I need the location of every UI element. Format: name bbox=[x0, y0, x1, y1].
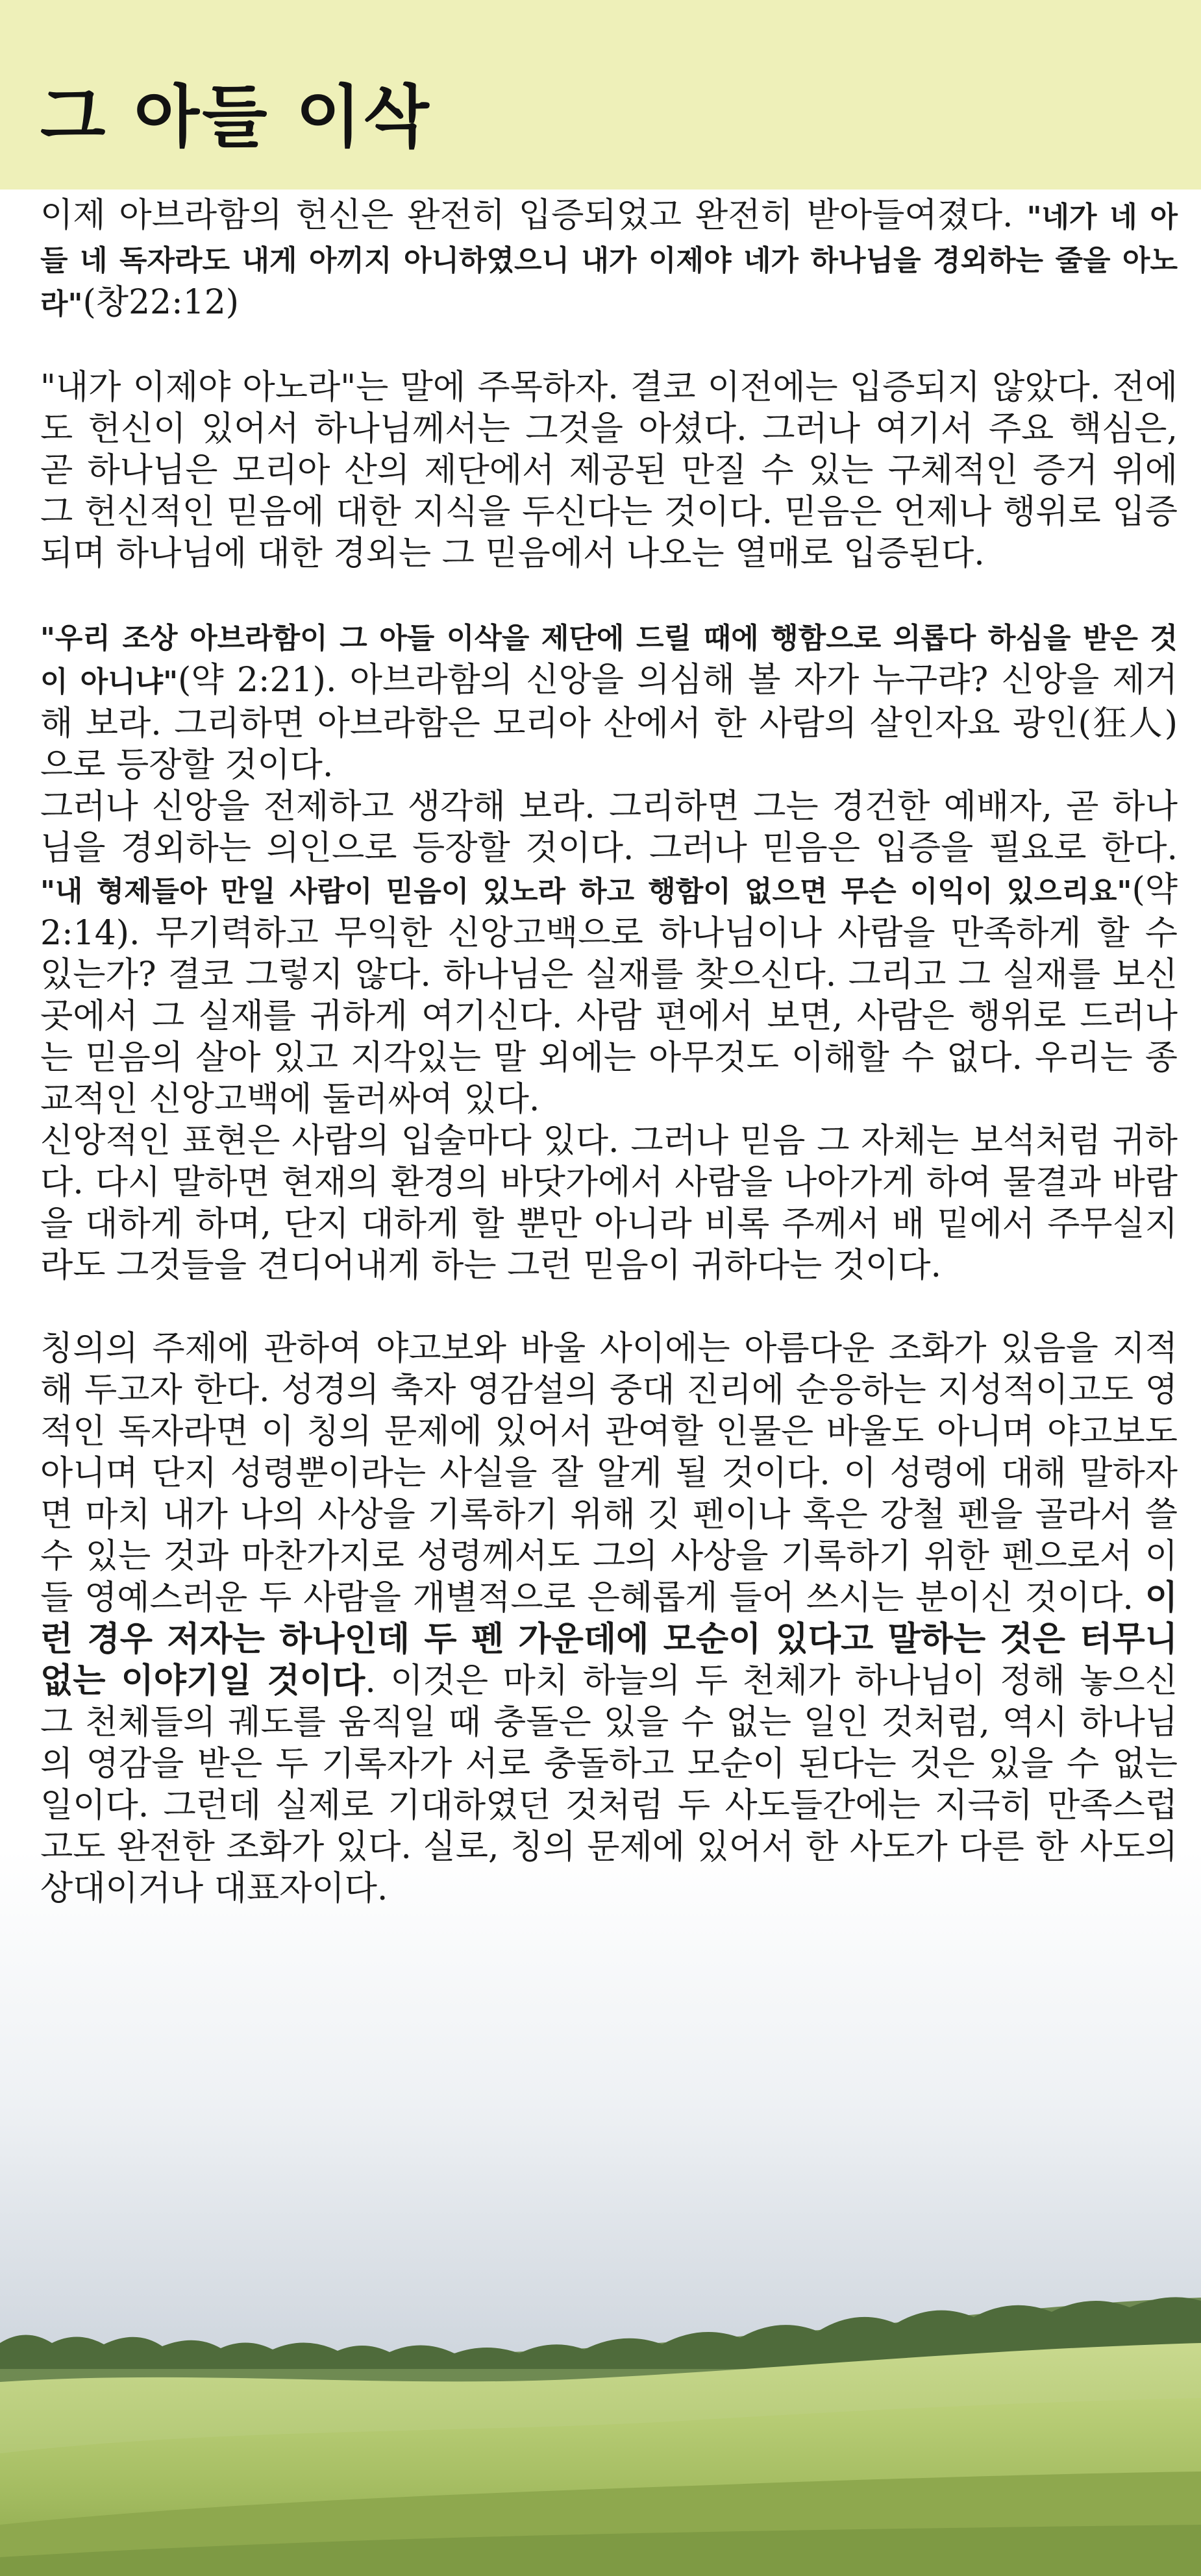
paragraph bbox=[40, 367, 1178, 574]
article-body bbox=[40, 195, 1178, 1909]
text-segment: . 이것은 마치 하늘의 두 천체가 하나님이 정해 놓으신 그 천체들의 궤도를 움직일 때 충돌은 있을 수 없는 일인 것처럼, 역시 하나님의 영감을 받은 두 기록자가 서로 충돌하고 모순이 된다는 것은 있을 수 없는 일이다. 그런데 실제로 기대하였던 것처럼 두 사도들간에는 지극히 만족스럽고도 완전한 조화가 있다. 실로, 칭의 문제에 있어서 한 사도가 다른 한 사도의 상대이거나 대표자이다. bbox=[40, 1662, 1178, 1908]
page-title: 그 아들 이삭 bbox=[40, 77, 432, 156]
paragraph bbox=[40, 786, 1178, 1120]
paragraph bbox=[40, 616, 1178, 786]
paragraph bbox=[40, 1120, 1178, 1286]
scripture-quote: "네가 네 아들 네 독자라도 내게 아끼지 아니하였으니 내가 이제야 네가 하나님을 경외하는 줄을 아노라" bbox=[40, 201, 1178, 321]
scripture-reference: (창22:12) bbox=[82, 283, 240, 322]
text-segment: (약 2:21). 아브라함의 신앙을 의심해 볼 자가 누구랴? 신앙을 제거해 보라. 그리하면 아브라함은 모리아 산에서 한 사람의 살인자요 광인(狂人)으로 등장할 것이다. bbox=[40, 661, 1178, 785]
scripture-quote: "우리 조상 아브라함이 그 아들 이삭을 제단에 드릴 때에 행함으로 의롭다 하심을 받은 것이 아니냐" bbox=[40, 622, 1178, 698]
text-segment: 칭의의 주제에 관하여 야고보와 바울 사이에는 아름다운 조화가 있음을 지적해 두고자 한다. 성경의 축자 영감설의 중대 진리에 순응하는 지성적이고도 영적인 독자라면 이 칭의 문제에 있어서 관여할 인물은 바울도 아니며 야고보도 아니며 단지 성령뿐이라는 사실을 잘 알게 될 것이다. 이 성령에 대해 말하자면 마치 내가 나의 사상을 기록하기 위해 깃 펜이나 혹은 강철 펜을 골라서 쓸 수 있는 것과 마찬가지로 성령께서도 그의 사상을 기록하기 위한 펜으로서 이들 영예스러운 두 사람을 개별적으로 은혜롭게 들어 쓰시는 분이신 것이다. bbox=[40, 1329, 1178, 1617]
emphasized-text: 이런 경우 저자는 하나인데 두 펜 가운데에 모순이 있다고 말하는 것은 터무니없는 이야기일 것이다 bbox=[40, 1578, 1178, 1700]
paragraph bbox=[40, 195, 1178, 325]
text-segment: "내가 이제야 아노라"는 말에 주목하자. 결코 이전에는 입증되지 않았다. 전에도 헌신이 있어서 하나님께서는 그것을 아셨다. 그러나 여기서 주요 핵심은, 곧 하나님은 모리아 산의 제단에서 제공된 만질 수 있는 구체적인 증거 위에 그 헌신적인 믿음에 대한 지식을 두신다는 것이다. 믿음은 언제나 행위로 입증되며 하나님에 대한 경외는 그 믿음에서 나오는 열매로 입증된다. bbox=[40, 368, 1178, 573]
text-segment: 신앙적인 표현은 사람의 입술마다 있다. 그러나 믿음 그 자체는 보석처럼 귀하다. 다시 말하면 현재의 환경의 바닷가에서 사람을 나아가게 하여 물결과 바람을 대하게 하며, 단지 대하게 할 뿐만 아니라 비록 주께서 배 밑에서 주무실지라도 그것들을 견디어내게 하는 그런 믿음이 귀하다는 것이다. bbox=[40, 1122, 1178, 1285]
landscape-background bbox=[0, 1850, 1201, 2576]
paragraph bbox=[40, 1328, 1178, 1909]
scripture-quote: "내 형제들아 만일 사람이 믿음이 있노라 하고 행함이 없으면 무슨 이익이 있으리요" bbox=[40, 875, 1132, 908]
text-segment: (약 2:14). 무기력하고 무익한 신앙고백으로 하나님이나 사람을 만족하게 할 수 있는가? 결코 그렇지 않다. 하나님은 실재를 찾으신다. 그리고 그 실재를 보신 곳에서 그 실재를 귀하게 여기신다. 사람 편에서 보면, 사람은 행위로 드러나는 믿음의 살아 있고 지각있는 말 외에는 아무것도 이해할 수 없다. 우리는 종교적인 신앙고백에 둘러싸여 있다. bbox=[40, 870, 1178, 1119]
text-segment: 그러나 신앙을 전제하고 생각해 보라. 그리하면 그는 경건한 예배자, 곧 하나님을 경외하는 의인으로 등장할 것이다. 그러나 믿음은 입증을 필요로 한다. bbox=[40, 787, 1178, 868]
text-segment: 이제 아브라함의 헌신은 완전히 입증되었고 완전히 받아들여졌다. bbox=[40, 196, 1027, 235]
